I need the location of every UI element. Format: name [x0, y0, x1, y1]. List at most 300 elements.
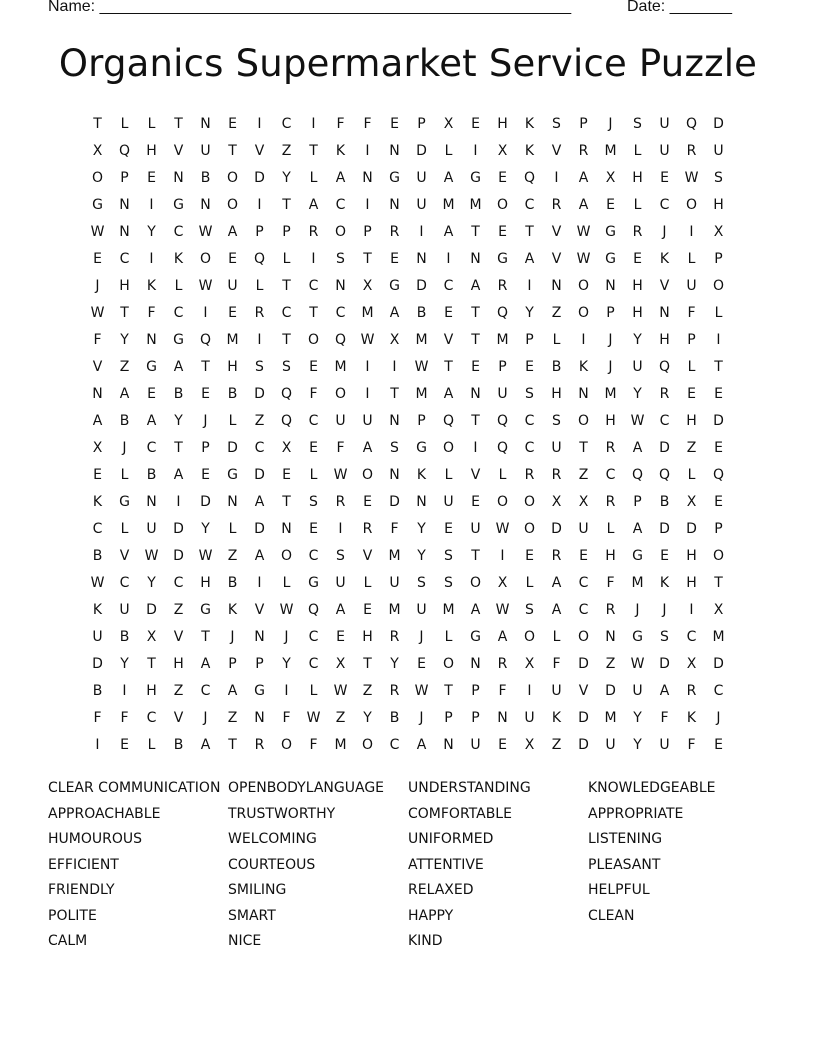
grid-cell[interactable]: H: [632, 305, 643, 321]
grid-cell[interactable]: L: [174, 278, 183, 294]
grid-cell[interactable]: L: [633, 143, 642, 159]
grid-cell[interactable]: A: [173, 359, 184, 375]
grid-cell[interactable]: D: [254, 521, 265, 537]
grid-cell[interactable]: K: [173, 251, 184, 267]
grid-cell[interactable]: C: [335, 305, 346, 321]
grid-cell[interactable]: R: [551, 548, 562, 564]
grid-cell[interactable]: R: [686, 143, 697, 159]
grid-cell[interactable]: A: [227, 224, 238, 240]
grid-cell[interactable]: I: [176, 494, 181, 510]
date-field-label[interactable]: Date: _______: [627, 0, 732, 15]
grid-cell[interactable]: T: [201, 629, 210, 645]
grid-cell[interactable]: F: [93, 710, 102, 726]
grid-cell[interactable]: N: [416, 251, 427, 267]
grid-cell[interactable]: Q: [496, 440, 509, 456]
grid-cell[interactable]: K: [659, 251, 670, 267]
grid-cell[interactable]: P: [255, 224, 264, 240]
grid-cell[interactable]: X: [686, 656, 697, 672]
grid-cell[interactable]: E: [147, 170, 156, 186]
grid-cell[interactable]: W: [90, 224, 105, 240]
grid-cell[interactable]: H: [551, 386, 562, 402]
grid-cell[interactable]: L: [363, 575, 372, 591]
grid-cell[interactable]: I: [257, 575, 262, 591]
grid-cell[interactable]: U: [632, 359, 643, 375]
grid-cell[interactable]: C: [335, 197, 346, 213]
grid-cell[interactable]: W: [90, 305, 105, 321]
grid-cell[interactable]: J: [122, 440, 127, 456]
grid-cell[interactable]: R: [551, 197, 562, 213]
grid-cell[interactable]: C: [659, 413, 670, 429]
grid-cell[interactable]: R: [578, 143, 589, 159]
grid-cell[interactable]: E: [525, 359, 534, 375]
grid-cell[interactable]: A: [254, 494, 265, 510]
grid-cell[interactable]: L: [552, 332, 561, 348]
grid-cell[interactable]: V: [119, 548, 130, 564]
grid-cell[interactable]: P: [606, 305, 615, 321]
grid-cell[interactable]: E: [444, 521, 453, 537]
grid-cell[interactable]: D: [659, 656, 670, 672]
grid-cell[interactable]: G: [389, 278, 400, 294]
grid-cell[interactable]: X: [335, 656, 346, 672]
grid-cell[interactable]: A: [200, 737, 211, 753]
grid-cell[interactable]: S: [525, 386, 534, 402]
grid-cell[interactable]: H: [713, 197, 724, 213]
grid-cell[interactable]: W: [495, 602, 510, 618]
grid-cell[interactable]: N: [281, 521, 292, 537]
grid-cell[interactable]: Z: [227, 548, 238, 564]
grid-cell[interactable]: T: [444, 683, 453, 699]
grid-cell[interactable]: W: [333, 467, 348, 483]
grid-cell[interactable]: L: [552, 629, 561, 645]
grid-cell[interactable]: V: [578, 683, 589, 699]
grid-cell[interactable]: M: [496, 332, 509, 348]
grid-cell[interactable]: E: [660, 548, 669, 564]
grid-cell[interactable]: I: [419, 224, 424, 240]
grid-cell[interactable]: Y: [633, 332, 642, 348]
grid-cell[interactable]: A: [416, 737, 427, 753]
grid-cell[interactable]: W: [333, 683, 348, 699]
grid-cell[interactable]: L: [606, 521, 615, 537]
grid-cell[interactable]: W: [495, 521, 510, 537]
grid-cell[interactable]: N: [389, 197, 400, 213]
grid-cell[interactable]: C: [119, 575, 130, 591]
grid-cell[interactable]: E: [444, 305, 453, 321]
grid-cell[interactable]: D: [416, 278, 427, 294]
grid-cell[interactable]: J: [230, 629, 235, 645]
grid-cell[interactable]: U: [686, 278, 697, 294]
grid-cell[interactable]: N: [443, 737, 454, 753]
grid-cell[interactable]: C: [659, 197, 670, 213]
grid-cell[interactable]: U: [497, 386, 508, 402]
grid-cell[interactable]: D: [659, 521, 670, 537]
grid-cell[interactable]: W: [684, 170, 699, 186]
grid-cell[interactable]: T: [93, 116, 102, 132]
grid-cell[interactable]: C: [92, 521, 103, 537]
grid-cell[interactable]: G: [146, 359, 157, 375]
grid-cell[interactable]: E: [390, 251, 399, 267]
grid-cell[interactable]: R: [659, 386, 670, 402]
grid-cell[interactable]: R: [389, 683, 400, 699]
grid-cell[interactable]: T: [228, 737, 237, 753]
grid-cell[interactable]: D: [578, 656, 589, 672]
grid-cell[interactable]: I: [716, 332, 721, 348]
grid-cell[interactable]: I: [257, 197, 262, 213]
grid-cell[interactable]: O: [334, 386, 347, 402]
grid-cell[interactable]: W: [279, 602, 294, 618]
grid-cell[interactable]: V: [173, 710, 184, 726]
grid-cell[interactable]: I: [311, 251, 316, 267]
grid-cell[interactable]: L: [444, 629, 453, 645]
grid-cell[interactable]: A: [578, 170, 589, 186]
grid-cell[interactable]: O: [226, 197, 239, 213]
grid-cell[interactable]: T: [228, 143, 237, 159]
grid-cell[interactable]: S: [525, 602, 534, 618]
grid-cell[interactable]: G: [605, 251, 616, 267]
grid-cell[interactable]: C: [524, 413, 535, 429]
grid-cell[interactable]: I: [473, 440, 478, 456]
grid-cell[interactable]: X: [497, 143, 508, 159]
grid-cell[interactable]: C: [308, 629, 319, 645]
grid-cell[interactable]: E: [471, 359, 480, 375]
grid-cell[interactable]: U: [713, 143, 724, 159]
grid-cell[interactable]: H: [686, 413, 697, 429]
grid-cell[interactable]: E: [390, 116, 399, 132]
grid-cell[interactable]: N: [470, 386, 481, 402]
grid-cell[interactable]: A: [632, 440, 643, 456]
grid-cell[interactable]: W: [630, 413, 645, 429]
grid-cell[interactable]: J: [608, 359, 613, 375]
grid-cell[interactable]: E: [228, 116, 237, 132]
grid-cell[interactable]: L: [228, 413, 237, 429]
grid-cell[interactable]: A: [470, 278, 481, 294]
grid-cell[interactable]: T: [147, 656, 156, 672]
grid-cell[interactable]: D: [578, 737, 589, 753]
grid-cell[interactable]: L: [309, 170, 318, 186]
grid-cell[interactable]: M: [334, 737, 347, 753]
grid-cell[interactable]: E: [687, 386, 696, 402]
grid-cell[interactable]: S: [444, 548, 453, 564]
grid-cell[interactable]: C: [173, 305, 184, 321]
grid-cell[interactable]: K: [146, 278, 157, 294]
grid-cell[interactable]: E: [498, 737, 507, 753]
grid-cell[interactable]: V: [551, 224, 562, 240]
grid-cell[interactable]: G: [254, 683, 265, 699]
grid-cell[interactable]: D: [551, 521, 562, 537]
grid-cell[interactable]: Q: [280, 413, 293, 429]
grid-cell[interactable]: S: [255, 359, 264, 375]
grid-cell[interactable]: U: [578, 521, 589, 537]
grid-cell[interactable]: E: [714, 494, 723, 510]
grid-cell[interactable]: K: [227, 602, 238, 618]
grid-cell[interactable]: R: [524, 467, 535, 483]
grid-cell[interactable]: Q: [496, 305, 509, 321]
grid-cell[interactable]: H: [686, 575, 697, 591]
grid-cell[interactable]: L: [444, 467, 453, 483]
grid-cell[interactable]: P: [525, 332, 534, 348]
grid-cell[interactable]: M: [361, 305, 374, 321]
grid-cell[interactable]: N: [254, 710, 265, 726]
grid-cell[interactable]: E: [579, 548, 588, 564]
grid-cell[interactable]: R: [389, 224, 400, 240]
grid-cell[interactable]: D: [146, 602, 157, 618]
grid-cell[interactable]: J: [284, 629, 289, 645]
grid-cell[interactable]: I: [500, 548, 505, 564]
grid-cell[interactable]: T: [282, 278, 291, 294]
grid-cell[interactable]: V: [551, 143, 562, 159]
grid-cell[interactable]: T: [174, 116, 183, 132]
grid-cell[interactable]: N: [227, 494, 238, 510]
grid-cell[interactable]: V: [443, 332, 454, 348]
grid-cell[interactable]: C: [686, 629, 697, 645]
grid-cell[interactable]: A: [443, 224, 454, 240]
grid-cell[interactable]: X: [713, 602, 724, 618]
grid-cell[interactable]: I: [122, 683, 127, 699]
grid-cell[interactable]: E: [633, 251, 642, 267]
grid-cell[interactable]: I: [257, 332, 262, 348]
grid-cell[interactable]: K: [335, 143, 346, 159]
grid-cell[interactable]: G: [92, 197, 103, 213]
grid-cell[interactable]: D: [659, 440, 670, 456]
grid-cell[interactable]: T: [282, 494, 291, 510]
grid-cell[interactable]: P: [579, 116, 588, 132]
grid-cell[interactable]: T: [390, 386, 399, 402]
grid-cell[interactable]: W: [576, 224, 591, 240]
grid-cell[interactable]: L: [147, 116, 156, 132]
grid-cell[interactable]: W: [306, 710, 321, 726]
grid-cell[interactable]: Y: [525, 305, 534, 321]
grid-cell[interactable]: O: [199, 251, 212, 267]
grid-cell[interactable]: P: [687, 332, 696, 348]
grid-cell[interactable]: T: [282, 332, 291, 348]
grid-cell[interactable]: P: [498, 359, 507, 375]
grid-cell[interactable]: K: [92, 602, 103, 618]
grid-cell[interactable]: Z: [551, 305, 562, 321]
grid-cell[interactable]: A: [308, 197, 319, 213]
grid-cell[interactable]: J: [419, 710, 424, 726]
grid-cell[interactable]: K: [578, 359, 589, 375]
grid-cell[interactable]: P: [633, 494, 642, 510]
grid-cell[interactable]: D: [200, 494, 211, 510]
grid-cell[interactable]: M: [631, 575, 644, 591]
grid-cell[interactable]: H: [227, 359, 238, 375]
grid-cell[interactable]: F: [687, 737, 696, 753]
grid-cell[interactable]: D: [416, 143, 427, 159]
grid-cell[interactable]: K: [92, 494, 103, 510]
grid-cell[interactable]: F: [390, 521, 399, 537]
grid-cell[interactable]: L: [633, 197, 642, 213]
grid-cell[interactable]: U: [335, 413, 346, 429]
grid-cell[interactable]: F: [687, 305, 696, 321]
grid-cell[interactable]: O: [577, 278, 590, 294]
grid-cell[interactable]: A: [173, 467, 184, 483]
grid-cell[interactable]: C: [605, 467, 616, 483]
grid-cell[interactable]: R: [605, 494, 616, 510]
grid-cell[interactable]: G: [173, 332, 184, 348]
grid-cell[interactable]: F: [282, 710, 291, 726]
grid-cell[interactable]: U: [416, 170, 427, 186]
name-field-label[interactable]: Name: _____________________________________________________: [48, 0, 572, 15]
grid-cell[interactable]: B: [389, 710, 400, 726]
grid-cell[interactable]: N: [605, 629, 616, 645]
grid-cell[interactable]: N: [551, 278, 562, 294]
grid-cell[interactable]: N: [200, 197, 211, 213]
grid-cell[interactable]: U: [632, 683, 643, 699]
grid-cell[interactable]: E: [498, 170, 507, 186]
grid-cell[interactable]: M: [388, 548, 401, 564]
grid-cell[interactable]: B: [146, 467, 157, 483]
grid-cell[interactable]: T: [363, 656, 372, 672]
grid-cell[interactable]: E: [93, 251, 102, 267]
grid-cell[interactable]: G: [200, 602, 211, 618]
grid-cell[interactable]: G: [416, 440, 427, 456]
grid-cell[interactable]: U: [551, 683, 562, 699]
grid-cell[interactable]: U: [443, 494, 454, 510]
grid-cell[interactable]: C: [308, 278, 319, 294]
grid-cell[interactable]: A: [443, 170, 454, 186]
grid-cell[interactable]: F: [120, 710, 129, 726]
grid-cell[interactable]: F: [552, 656, 561, 672]
grid-cell[interactable]: X: [551, 494, 562, 510]
grid-cell[interactable]: P: [714, 521, 723, 537]
grid-cell[interactable]: E: [471, 116, 480, 132]
grid-cell[interactable]: R: [497, 656, 508, 672]
grid-cell[interactable]: J: [203, 710, 208, 726]
grid-cell[interactable]: N: [146, 494, 157, 510]
grid-cell[interactable]: V: [551, 251, 562, 267]
grid-cell[interactable]: W: [630, 656, 645, 672]
grid-cell[interactable]: C: [254, 440, 265, 456]
grid-cell[interactable]: D: [578, 710, 589, 726]
grid-cell[interactable]: Y: [633, 710, 642, 726]
grid-cell[interactable]: O: [577, 413, 590, 429]
grid-cell[interactable]: A: [551, 602, 562, 618]
grid-cell[interactable]: L: [714, 305, 723, 321]
grid-cell[interactable]: E: [309, 359, 318, 375]
grid-cell[interactable]: O: [280, 548, 293, 564]
grid-cell[interactable]: T: [471, 332, 480, 348]
grid-cell[interactable]: G: [389, 170, 400, 186]
grid-cell[interactable]: E: [714, 737, 723, 753]
grid-cell[interactable]: H: [659, 332, 670, 348]
grid-cell[interactable]: T: [579, 440, 588, 456]
grid-cell[interactable]: F: [336, 116, 345, 132]
grid-cell[interactable]: L: [282, 575, 291, 591]
grid-cell[interactable]: I: [203, 305, 208, 321]
grid-cell[interactable]: E: [201, 467, 210, 483]
grid-cell[interactable]: A: [389, 305, 400, 321]
grid-cell[interactable]: P: [444, 710, 453, 726]
grid-cell[interactable]: U: [146, 521, 157, 537]
grid-cell[interactable]: C: [119, 251, 130, 267]
grid-cell[interactable]: V: [254, 602, 265, 618]
grid-cell[interactable]: T: [174, 440, 183, 456]
grid-cell[interactable]: Y: [282, 170, 291, 186]
grid-cell[interactable]: Y: [282, 656, 291, 672]
grid-cell[interactable]: X: [92, 440, 103, 456]
grid-cell[interactable]: T: [201, 359, 210, 375]
grid-cell[interactable]: Y: [633, 737, 642, 753]
grid-cell[interactable]: C: [146, 440, 157, 456]
grid-cell[interactable]: O: [442, 440, 455, 456]
grid-cell[interactable]: U: [659, 143, 670, 159]
grid-cell[interactable]: B: [173, 737, 184, 753]
grid-cell[interactable]: J: [608, 116, 613, 132]
grid-cell[interactable]: I: [149, 251, 154, 267]
grid-cell[interactable]: C: [281, 116, 292, 132]
grid-cell[interactable]: P: [120, 170, 129, 186]
grid-cell[interactable]: T: [120, 305, 129, 321]
grid-cell[interactable]: T: [714, 575, 723, 591]
grid-cell[interactable]: D: [713, 116, 724, 132]
grid-cell[interactable]: I: [527, 683, 532, 699]
grid-cell[interactable]: I: [365, 359, 370, 375]
grid-cell[interactable]: Z: [173, 602, 184, 618]
grid-cell[interactable]: D: [173, 521, 184, 537]
grid-cell[interactable]: W: [414, 359, 429, 375]
grid-cell[interactable]: I: [149, 197, 154, 213]
grid-cell[interactable]: U: [200, 143, 211, 159]
grid-cell[interactable]: D: [92, 656, 103, 672]
grid-cell[interactable]: F: [147, 305, 156, 321]
grid-cell[interactable]: Z: [335, 710, 346, 726]
grid-cell[interactable]: L: [687, 467, 696, 483]
grid-cell[interactable]: X: [686, 494, 697, 510]
grid-cell[interactable]: Q: [496, 413, 509, 429]
grid-cell[interactable]: K: [524, 116, 535, 132]
grid-cell[interactable]: G: [470, 629, 481, 645]
grid-cell[interactable]: A: [578, 197, 589, 213]
grid-cell[interactable]: Z: [119, 359, 130, 375]
grid-cell[interactable]: P: [228, 656, 237, 672]
grid-cell[interactable]: B: [227, 575, 238, 591]
grid-cell[interactable]: O: [523, 521, 536, 537]
grid-cell[interactable]: X: [362, 278, 373, 294]
grid-cell[interactable]: L: [309, 683, 318, 699]
grid-cell[interactable]: G: [119, 494, 130, 510]
grid-cell[interactable]: A: [146, 413, 157, 429]
grid-cell[interactable]: E: [714, 386, 723, 402]
grid-cell[interactable]: E: [336, 629, 345, 645]
grid-cell[interactable]: N: [578, 386, 589, 402]
grid-cell[interactable]: W: [414, 683, 429, 699]
grid-cell[interactable]: T: [282, 197, 291, 213]
grid-cell[interactable]: P: [201, 440, 210, 456]
grid-cell[interactable]: D: [389, 494, 400, 510]
grid-cell[interactable]: S: [417, 575, 426, 591]
grid-cell[interactable]: U: [389, 575, 400, 591]
grid-cell[interactable]: F: [363, 116, 372, 132]
grid-cell[interactable]: O: [226, 170, 239, 186]
grid-cell[interactable]: B: [200, 170, 211, 186]
grid-cell[interactable]: U: [416, 197, 427, 213]
grid-cell[interactable]: U: [659, 116, 670, 132]
grid-cell[interactable]: Y: [201, 521, 210, 537]
grid-cell[interactable]: Z: [254, 413, 265, 429]
grid-cell[interactable]: O: [91, 170, 104, 186]
grid-cell[interactable]: V: [173, 629, 184, 645]
grid-cell[interactable]: R: [389, 629, 400, 645]
grid-cell[interactable]: E: [606, 197, 615, 213]
grid-cell[interactable]: E: [417, 656, 426, 672]
grid-cell[interactable]: N: [470, 656, 481, 672]
grid-cell[interactable]: A: [524, 251, 535, 267]
grid-cell[interactable]: Q: [280, 386, 293, 402]
grid-cell[interactable]: H: [200, 575, 211, 591]
grid-cell[interactable]: A: [335, 602, 346, 618]
grid-cell[interactable]: P: [417, 116, 426, 132]
grid-cell[interactable]: U: [119, 602, 130, 618]
grid-cell[interactable]: I: [689, 602, 694, 618]
